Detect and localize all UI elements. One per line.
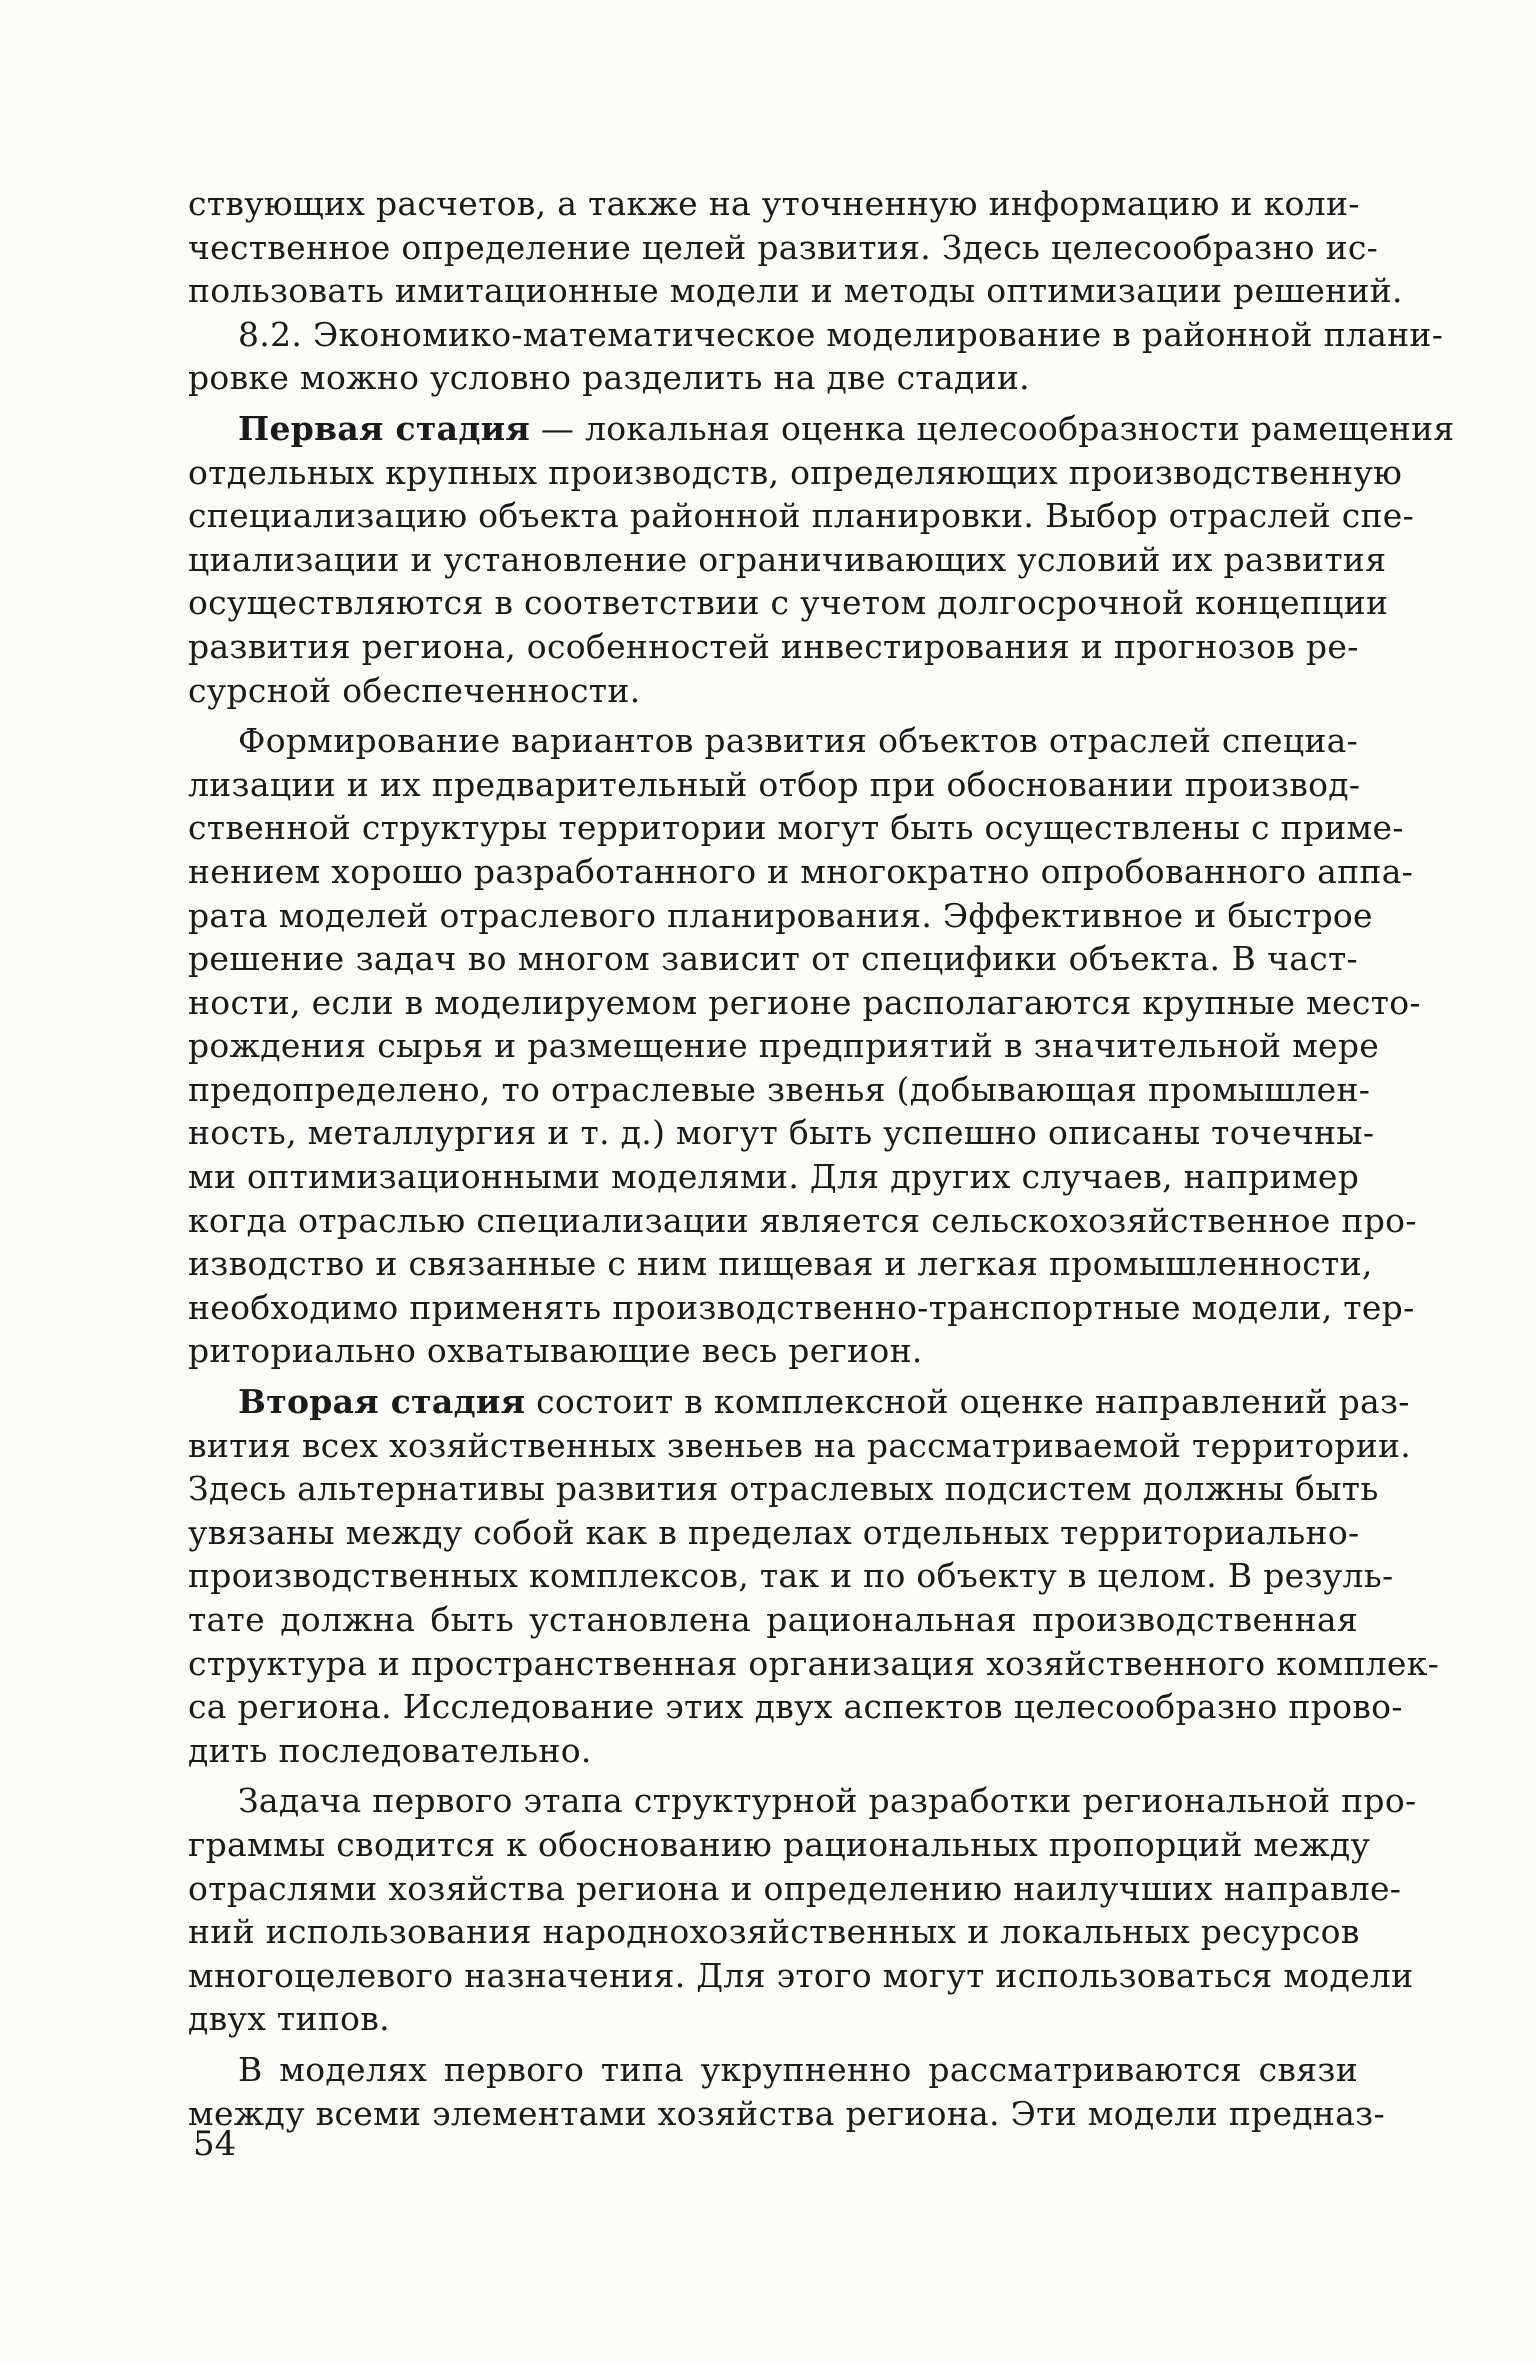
paragraph	[188, 1779, 1417, 2041]
text-line: чественное определение целей развития. Здесь целесообразно ис-	[188, 227, 1379, 267]
text-line: двух типов.	[188, 1999, 390, 2039]
text-line: циализации и установление ограничивающих условий их развития	[188, 539, 1387, 579]
text-line: ности, если в моделируемом регионе располагаются крупные место-	[188, 982, 1421, 1022]
text-line: увязаны между собой как в пределах отдельных территориально-	[188, 1512, 1360, 1552]
text-line: многоцелевого назначения. Для этого могут использоваться модели	[188, 1955, 1414, 1995]
text-line: нением хорошо разработанного и многократно опробованного аппа-	[188, 851, 1414, 891]
text-line: Здесь альтернативы развития отраслевых подсистем должны быть	[188, 1469, 1379, 1509]
text-line: граммы сводится к обоснованию рациональных пропорций между	[188, 1824, 1371, 1864]
text-line: отраслями хозяйства региона и определению наилучших направле-	[188, 1868, 1402, 1908]
text-line: лизации и их предварительный отбор при обосновании производ-	[188, 764, 1361, 804]
paragraph	[188, 1380, 1440, 1772]
text-line: ность, металлургия и т. д.) могут быть успешно описаны точечны-	[188, 1113, 1375, 1153]
text-line: предопределено, то отраслевые звенья (добывающая промышлен-	[188, 1069, 1371, 1109]
text-line: ствующих расчетов, а также на уточненную информацию и коли-	[188, 184, 1360, 223]
paragraph	[188, 313, 1444, 400]
bold-term: Первая стадия	[238, 408, 531, 448]
text-line: ственной структуры территории могут быть осуществлены с приме-	[188, 808, 1404, 848]
bold-term: Вторая стадия	[238, 1382, 526, 1422]
paragraph	[188, 407, 1455, 712]
text-line: сурсной обеспеченности.	[188, 670, 641, 710]
text-line: вития всех хозяйственных звеньев на рассматриваемой территории.	[188, 1425, 1412, 1465]
text-line: ми оптимизационными моделями. Для других случаев, например	[188, 1157, 1360, 1197]
text-line: структура и пространственная организация хозяйственного комплек-	[188, 1643, 1440, 1683]
text-line: осуществляются в соответствии с учетом долгосрочной концепции	[188, 583, 1389, 623]
text-line: риториально охватывающие весь регион.	[188, 1331, 923, 1371]
text-line: отдельных крупных производств, определяющих производственную	[188, 452, 1403, 492]
text-line: Задача первого этапа структурной разработки региональной про-	[238, 1781, 1417, 1821]
text-line	[188, 407, 1455, 451]
text-fragment: состоит в комплексной оценке направлений раз-	[525, 1382, 1410, 1422]
text-line: необходимо применять производственно-транспортные модели, тер-	[188, 1287, 1415, 1327]
text-line: ровке можно условно разделить на две стадии.	[188, 358, 1030, 398]
text-line: между всеми элементами хозяйства региона. Эти модели предназ-	[188, 2093, 1385, 2133]
text-fragment: — локальная оценка целесообразности рамещения	[530, 408, 1455, 448]
text-line: тате должна быть установлена рациональная производственная	[188, 1600, 1358, 1639]
text-line: Формирование вариантов развития объектов отраслей специа-	[238, 721, 1359, 761]
text-line: когда отраслью специализации является сельскохозяйственное про-	[188, 1200, 1417, 1240]
text-line: рождения сырья и размещение предприятий в значительной мере	[188, 1026, 1380, 1066]
text-line: дить последовательно.	[188, 1730, 592, 1770]
paragraph	[188, 182, 1403, 313]
text-line: 8.2. Экономико-математическое моделирование в районной плани-	[238, 314, 1444, 354]
text-line: рата моделей отраслевого планирования. Эффективное и быстрое	[188, 895, 1373, 935]
paragraph	[188, 719, 1421, 1373]
text-line: В моделях первого типа укрупненно рассматриваются связи	[238, 2049, 1358, 2089]
text-line: решение задач во многом зависит от специфики объекта. В част-	[188, 939, 1358, 979]
text-line: изводство и связанные с ним пищевая и легкая промышленности,	[188, 1244, 1373, 1284]
text-line	[188, 1380, 1410, 1424]
text-line: ний использования народнохозяйственных и локальных ресурсов	[188, 1912, 1360, 1952]
page-text	[188, 182, 1455, 2135]
paragraph	[188, 2048, 1385, 2135]
text-line: специализацию объекта районной планировки. Выбор отраслей спе-	[188, 496, 1415, 536]
text-line: производственных комплексов, так и по объекту в целом. В резуль-	[188, 1556, 1394, 1596]
text-line: развития региона, особенностей инвестирования и прогнозов ре-	[188, 626, 1359, 666]
text-line: са региона. Исследование этих двух аспектов целесообразно прово-	[188, 1687, 1403, 1727]
text-line: пользовать имитационные модели и методы оптимизации решений.	[188, 271, 1403, 311]
page-number: 54	[193, 2124, 237, 2164]
